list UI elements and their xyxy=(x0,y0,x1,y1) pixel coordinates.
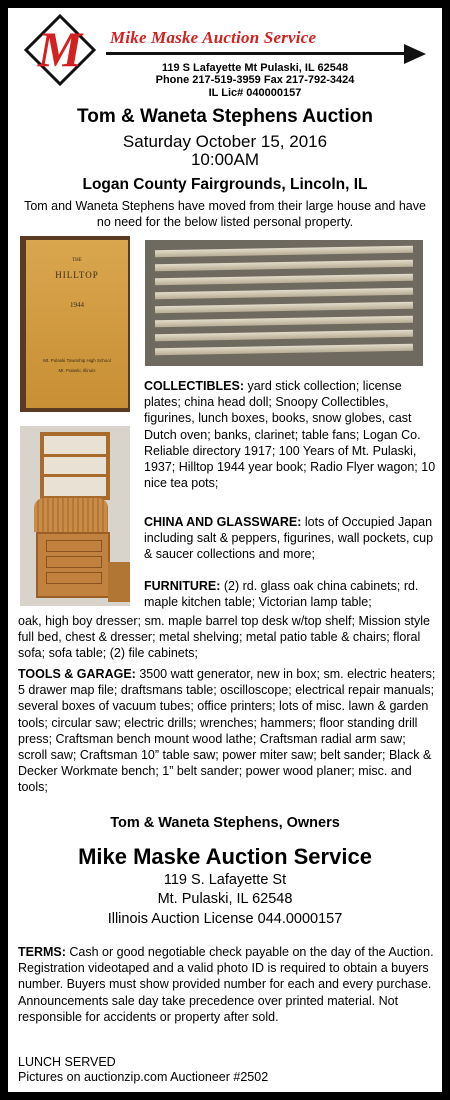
furniture-section xyxy=(144,578,436,610)
intro-text: Tom and Waneta Stephens have moved from their large house and have no need for the below listed personal property. xyxy=(24,199,426,229)
yearbook-year: 1944 xyxy=(70,301,84,309)
section-text: yard stick collection; license plates; china head doll; Snoopy Collectibles, figurines, lunch boxes, books, snow globes, cast Dutch oven; banks, clarinet; table fans; Logan Co. Reliable directory 1917; 100 Years of Mt. Pulaski, 1937; Hilltop 1944 year book; Radio Flyer wagon; 10 nice tea pots; xyxy=(144,379,436,491)
auction-venue: Logan County Fairgrounds, Lincoln, IL xyxy=(82,176,368,193)
yardstick-photo xyxy=(145,240,423,366)
yearbook-cover xyxy=(26,240,128,408)
company-phones: Phone 217-519-3959 Fax 217-792-3424 xyxy=(155,74,355,86)
company-license: IL Lic# 040000157 xyxy=(208,87,302,99)
section-text: (2) rd. glass oak china cabinets; rd. maple kitchen table; Victorian lamp table; xyxy=(144,579,419,610)
desk-base xyxy=(36,532,110,598)
service-city: Mt. Pulaski, IL 62548 xyxy=(157,891,293,907)
yearbook-name: HILLTOP xyxy=(55,270,99,280)
yardstick xyxy=(155,274,413,286)
yardstick xyxy=(155,288,413,300)
arrow-icon xyxy=(404,44,426,64)
terms-label: TERMS: xyxy=(18,945,66,959)
section-label: COLLECTIBLES: xyxy=(144,379,244,393)
header xyxy=(8,8,442,108)
service-license: Illinois Auction License 044.0000157 xyxy=(107,911,343,927)
pictures-note: Pictures on auctionzip.com Auctioneer #2502 xyxy=(18,1070,269,1084)
desk-photo xyxy=(20,426,130,606)
yardstick xyxy=(155,344,413,356)
lunch-note: LUNCH SERVED xyxy=(18,1055,116,1069)
yearbook-town: Mt. Pulaski, Illinois xyxy=(58,368,96,373)
hutch-shelf xyxy=(44,454,106,457)
yearbook-school: Mt. Pulaski Township High School xyxy=(43,358,111,363)
yearbook-photo xyxy=(20,236,130,412)
collectibles-section xyxy=(144,378,436,491)
service-name: Mike Maske Auction Service xyxy=(78,844,372,869)
auction-ad xyxy=(8,8,442,1092)
owners-line: Tom & Waneta Stephens, Owners xyxy=(110,815,340,831)
terms-text: Cash or good negotiable check payable on the day of the Auction. Registration videotaped and a valid photo ID is required to obtain a buyers number. Buyers must show provided number for each and every purchase. Announcements sale day take precedence over printed material. Not responsible for accidents or property after sold. xyxy=(18,945,434,1024)
hutch-shelf xyxy=(44,474,106,477)
china-section xyxy=(144,514,436,563)
desk-drawer xyxy=(46,540,102,552)
section-text: 3500 watt generator, new in box; sm. electric heaters; 5 drawer map file; draftsmans table; oscilloscope; electrical repair manuals; several boxes of vacuum tubes; office printers; lots of misc. lawn & garden tools; circular saw; electric drills; wrenches; hammers; floor standing drill press; Craftsman bench mount wood lathe; Craftsman radial arm saw; scroll saw; Craftsman 10” table saw; power miter saw; belt sander; Black & Decker Workmate bench; 1” belt sander; power wood planer; misc. and tools; xyxy=(18,667,436,795)
terms-section xyxy=(18,944,436,1025)
desk-drawer xyxy=(46,572,102,584)
tools-section xyxy=(18,666,436,796)
desk-hutch xyxy=(40,432,110,500)
company-address: 119 S Lafayette Mt Pulaski, IL 62548 xyxy=(161,62,349,74)
company-logo xyxy=(24,14,96,86)
yardstick xyxy=(155,302,413,314)
section-label: CHINA AND GLASSWARE: xyxy=(144,515,302,529)
desk-rolltop xyxy=(34,498,108,532)
yardstick xyxy=(155,330,413,342)
yearbook-the: THE xyxy=(72,258,82,263)
logo-letter: M xyxy=(37,21,83,77)
section-label: FURNITURE: xyxy=(144,579,221,593)
service-street: 119 S. Lafayette St xyxy=(163,872,287,888)
auction-date: Saturday October 15, 2016 xyxy=(122,132,328,151)
desk-drawer xyxy=(46,556,102,568)
header-rule xyxy=(106,52,406,55)
section-text: lots of Occupied Japan including salt & peppers, figurines, wall pockets, cup & saucer collections and more; xyxy=(144,515,434,562)
yardstick xyxy=(155,246,413,258)
chair xyxy=(108,562,130,602)
yardstick xyxy=(155,316,413,328)
furniture-continued: oak, high boy dresser; sm. maple barrel top desk w/top shelf; Mission style full bed, chest & dresser; metal shelving; metal patio table & chairs; floral sofa; sofa table; (2) file cabinets; xyxy=(18,614,430,661)
section-label: TOOLS & GARAGE: xyxy=(18,667,136,681)
company-name: Mike Maske Auction Service xyxy=(110,28,317,47)
yardstick xyxy=(155,260,413,272)
auction-time: 10:00AM xyxy=(190,150,260,169)
auction-title: Tom & Waneta Stephens Auction xyxy=(77,106,373,127)
